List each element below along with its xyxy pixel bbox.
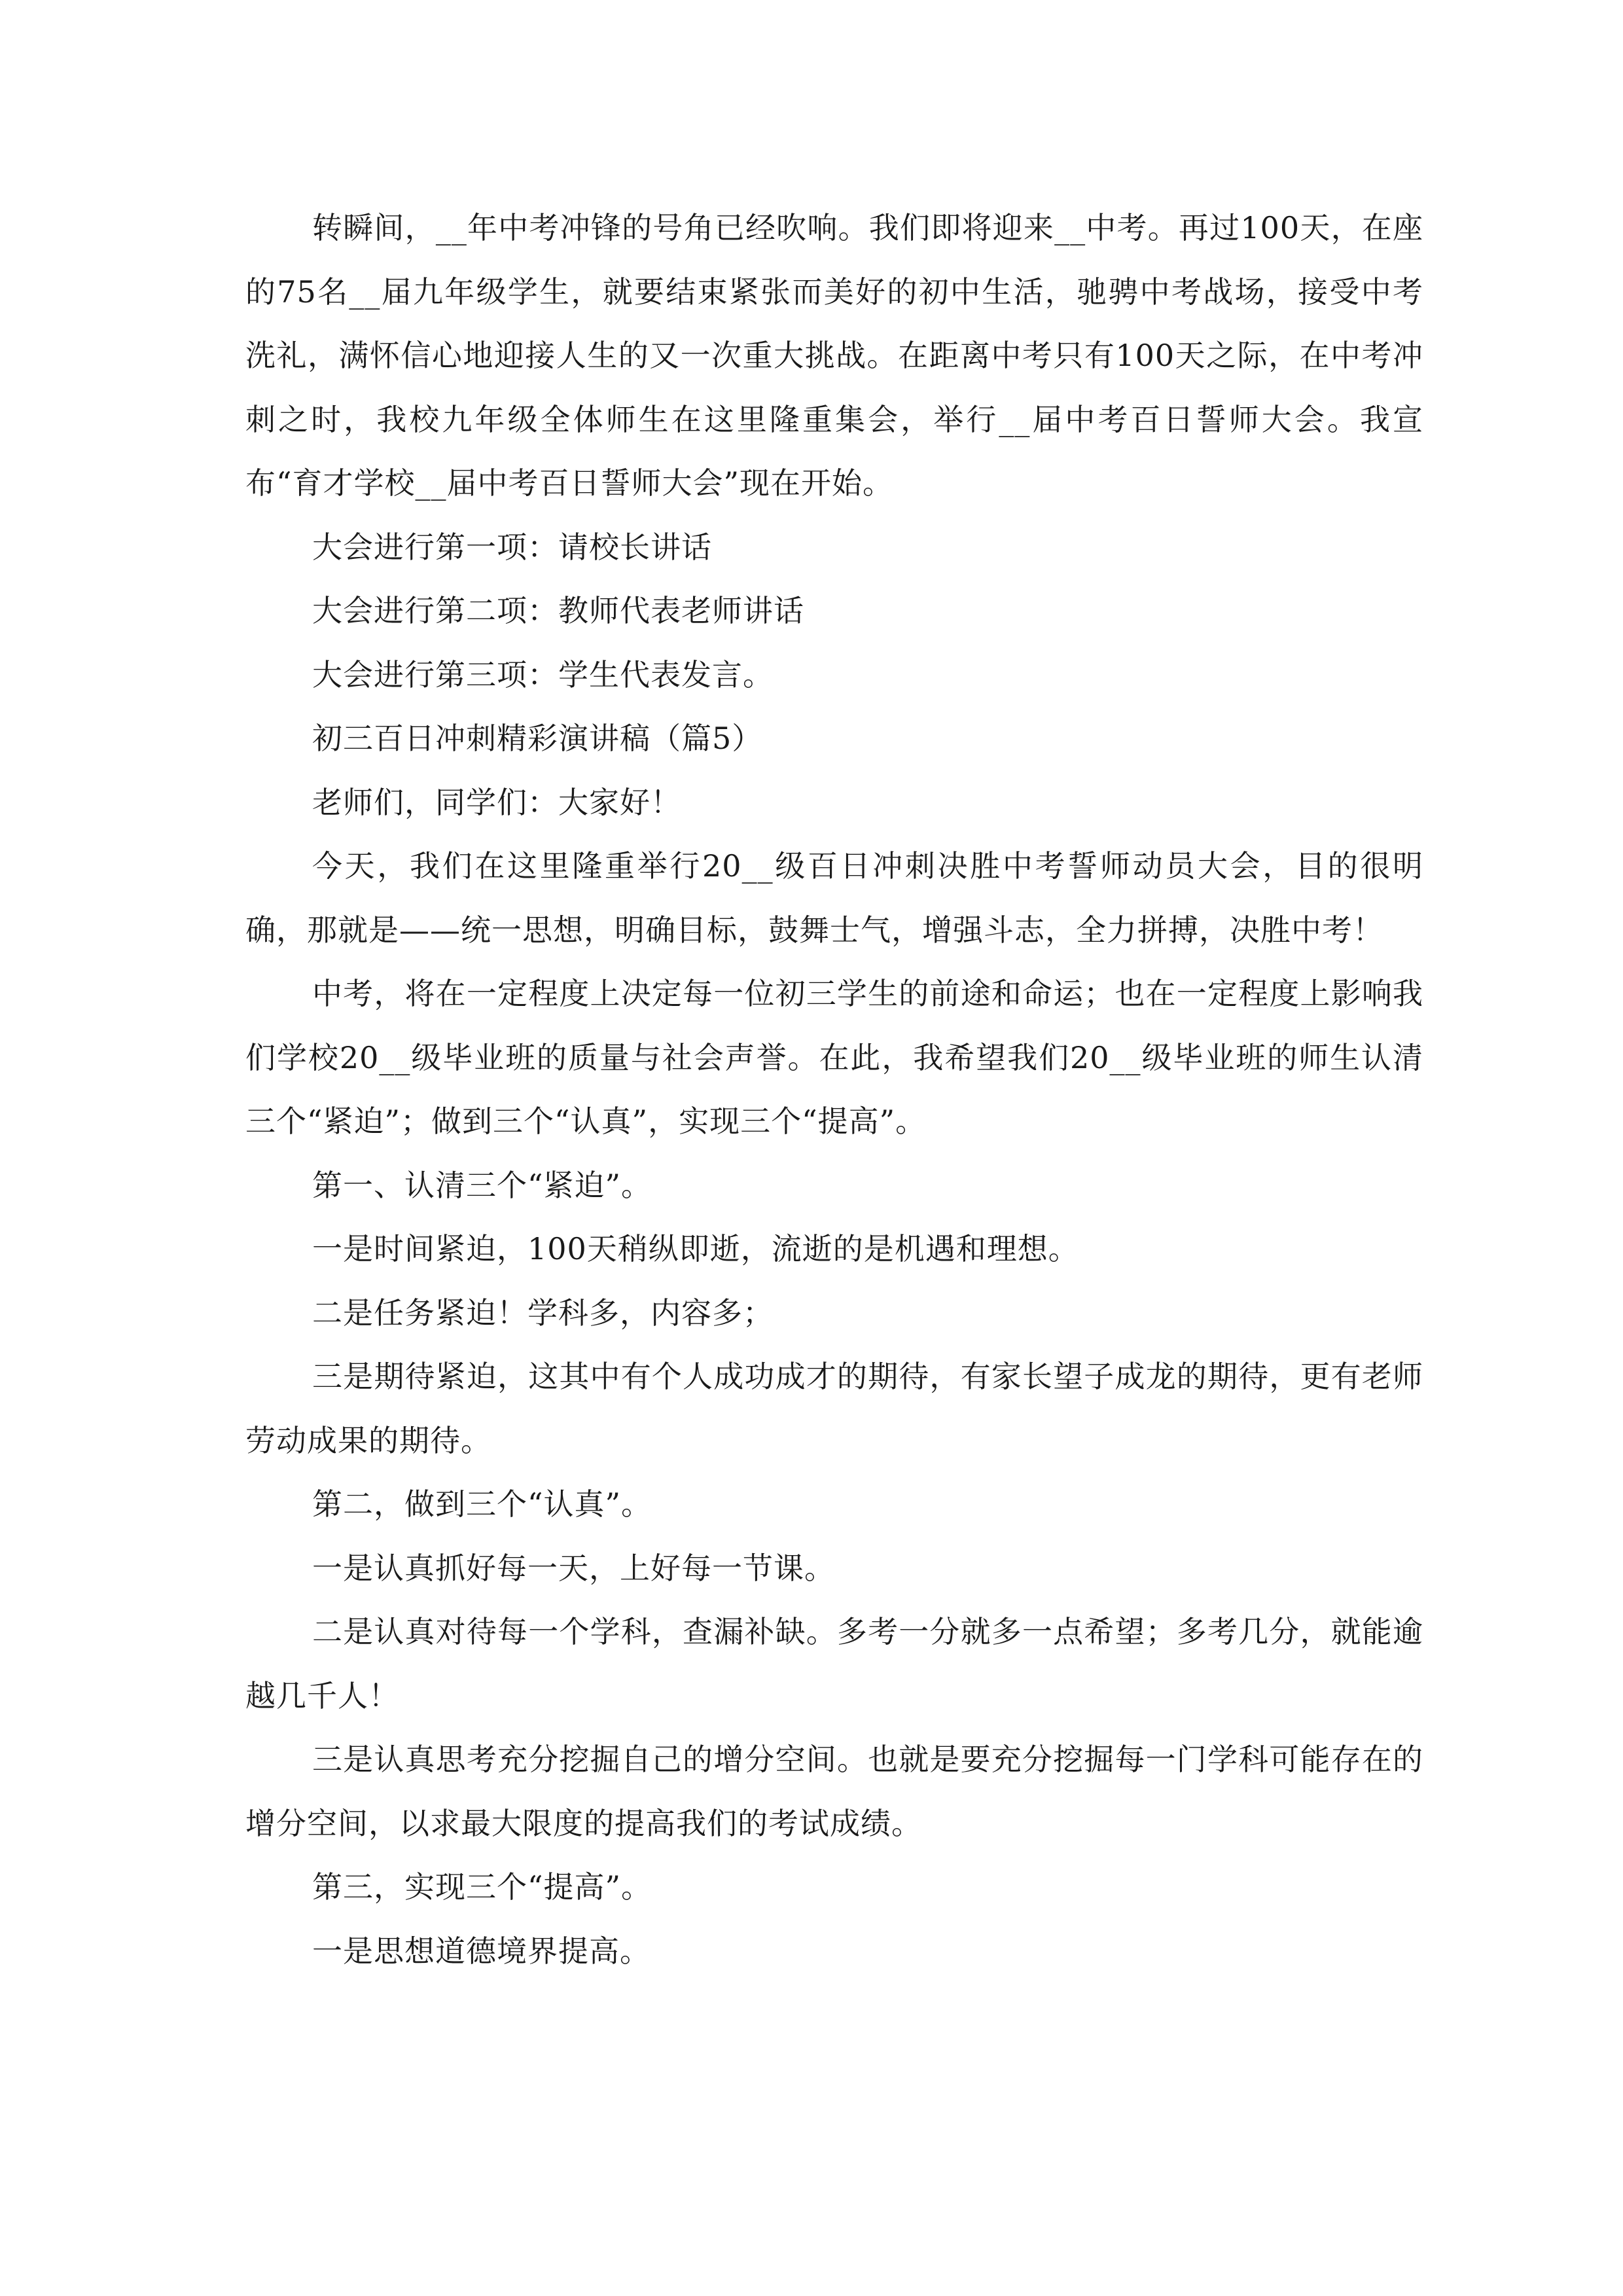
agenda-item-3: 大会进行第三项：学生代表发言。	[312, 656, 774, 692]
list-item: 二是认真对待每一个学科，查漏补缺。多考一分就多一点希望；多考几分，就能逾越几千人！	[245, 1614, 1423, 1713]
list-item: 一是思想道德境界提高。	[312, 1933, 651, 1969]
list-item: 三是期待紧迫，这其中有个人成功成才的期待，有家长望子成龙的期待，更有老师劳动成果的期待。	[245, 1359, 1423, 1458]
document-page	[245, 196, 1423, 1983]
section-heading: 初三百日冲刺精彩演讲稿（篇5）	[312, 721, 763, 756]
paragraph-opening: 转瞬间，__年中考冲锋的号角已经吹响。我们即将迎来__中考。再过100天，在座的75名__届九年级学生，就要结束紧张而美好的初中生活，驰骋中考战场，接受中考洗礼，满怀信心地迎接人生的又一次重大挑战。在距离中考只有100天之际，在中考冲刺之时，我校九年级全体师生在这里隆重集会，举行__届中考百日誓师大会。我宣布“育才学校__届中考百日誓师大会”现在开始。	[245, 210, 1423, 501]
list-item: 一是认真抓好每一天，上好每一节课。	[312, 1550, 835, 1586]
agenda-item-1: 大会进行第一项：请校长讲话	[312, 529, 712, 565]
point-heading-3: 第三，实现三个“提高”。	[312, 1869, 652, 1905]
agenda-item-2: 大会进行第二项：教师代表老师讲话	[312, 593, 804, 628]
list-item: 二是任务紧迫！学科多，内容多；	[312, 1295, 774, 1331]
point-heading-2: 第二，做到三个“认真”。	[312, 1486, 652, 1522]
list-item: 一是时间紧迫，100天稍纵即逝，流逝的是机遇和理想。	[312, 1231, 1079, 1266]
paragraph-importance: 中考，将在一定程度上决定每一位初三学生的前途和命运；也在一定程度上影响我们学校20__级毕业班的质量与社会声誉。在此，我希望我们20__级毕业班的师生认清三个“紧迫”；做到三个“认真”，实现三个“提高”。	[245, 976, 1423, 1139]
paragraph-intro: 今天，我们在这里隆重举行20__级百日冲刺决胜中考誓师动员大会，目的很明确，那就是——统一思想，明确目标，鼓舞士气，增强斗志，全力拼搏，决胜中考！	[245, 848, 1423, 948]
list-item: 三是认真思考充分挖掘自己的增分空间。也就是要充分挖掘每一门学科可能存在的增分空间，以求最大限度的提高我们的考试成绩。	[245, 1742, 1423, 1841]
point-heading-1: 第一、认清三个“紧迫”。	[312, 1167, 652, 1203]
greeting: 老师们，同学们：大家好！	[312, 784, 681, 820]
